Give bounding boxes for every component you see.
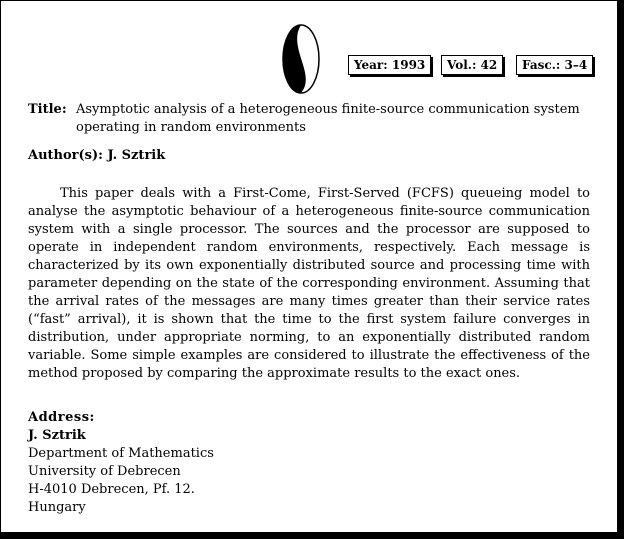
address-line-country: Hungary xyxy=(28,500,86,515)
journal-logo-icon xyxy=(281,23,321,95)
author-name: J. Sztrik xyxy=(107,148,166,163)
title-label: Title: xyxy=(28,102,67,117)
address-section xyxy=(28,409,214,517)
year-badge: Year: 1993 xyxy=(348,55,431,75)
volume-badge: Vol.: 42 xyxy=(441,55,503,75)
paper-title: Asymptotic analysis of a heterogeneous finite-source communication system operating in random environments xyxy=(76,102,580,135)
author-section xyxy=(28,147,165,165)
address-line-department: Department of Mathematics xyxy=(28,446,214,461)
address-name: J. Sztrik xyxy=(28,428,86,443)
author-label: Author(s): xyxy=(28,148,103,163)
abstract-text: This paper deals with a First-Come, First-Served (FCFS) queueing model to analyse the asymptotic behaviour of a heterogeneous finite-source communication system with a single processor. The sources and the processor are supposed to operate in independent random environments, respectively. Each message is characterized by its own exponentially distributed source and processing time with parameter depending on the state of the corresponding environment. Assuming that the arrival rates of the messages are many times greater than their service rates (“fast” arrival), it is shown that the time to the first system failure converges in distribution, under appropriate norming, to an exponentially distributed random variable. Some simple examples are considered to illustrate the effectiveness of the method proposed by comparing the approximate results to the exact ones. xyxy=(28,186,590,381)
fascicle-badge: Fasc.: 3–4 xyxy=(516,55,593,75)
address-line-postal: H-4010 Debrecen, Pf. 12. xyxy=(28,482,195,497)
title-section xyxy=(28,101,590,137)
address-label: Address: xyxy=(28,410,95,425)
address-line-university: University of Debrecen xyxy=(28,464,181,479)
